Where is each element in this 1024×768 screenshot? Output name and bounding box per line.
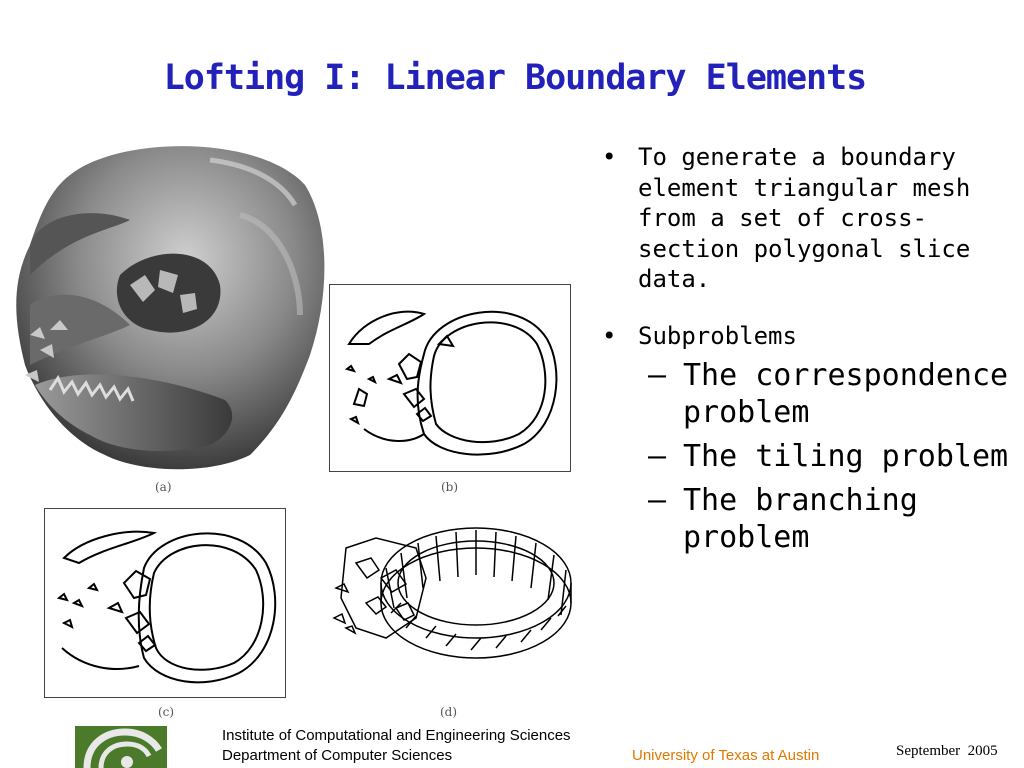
sub-bullet-dash: – xyxy=(648,358,667,393)
figure-caption-b: (b) xyxy=(441,480,459,494)
bullet-list xyxy=(601,142,1016,563)
sub-bullet-item xyxy=(601,357,1016,431)
sub-bullet-dash: – xyxy=(648,483,667,518)
slice-contour-figure-c xyxy=(44,508,286,698)
footer-department: Department of Computer Sciences xyxy=(222,747,453,764)
sub-bullet-list xyxy=(601,357,1016,556)
sub-bullet-item xyxy=(601,482,1016,556)
sub-bullet-text: The branching problem xyxy=(683,483,918,555)
footer-institute: Institute of Computational and Engineering Sciences xyxy=(222,727,571,744)
sub-bullet-dash: – xyxy=(648,439,667,474)
slide-title: Lofting I: Linear Boundary Elements xyxy=(163,58,867,98)
tiled-mesh-figure-d xyxy=(326,508,576,698)
sub-bullet-text: The tiling problem xyxy=(683,439,1009,474)
figure-caption-a: (a) xyxy=(155,480,172,494)
footer-university: University of Texas at Austin xyxy=(632,747,820,764)
bullet-item xyxy=(601,321,1016,352)
bullet-dot: • xyxy=(602,143,617,171)
slice-contour-figure-b xyxy=(329,284,571,472)
bullet-item xyxy=(601,142,1016,295)
institute-logo xyxy=(75,726,167,768)
sub-bullet-item xyxy=(601,438,1016,475)
sub-bullet-text: The correspondence problem xyxy=(683,358,1009,430)
skull-rendering-figure xyxy=(10,135,340,475)
footer-date: September 2005 xyxy=(896,743,998,759)
bullet-text: To generate a boundary element triangular mesh from a set of cross-section polygonal slice data. xyxy=(638,143,971,293)
bullet-text: Subproblems xyxy=(638,321,797,350)
figure-caption-c: (c) xyxy=(158,705,175,719)
bullet-dot: • xyxy=(602,321,617,350)
figure-caption-d: (d) xyxy=(440,705,458,719)
